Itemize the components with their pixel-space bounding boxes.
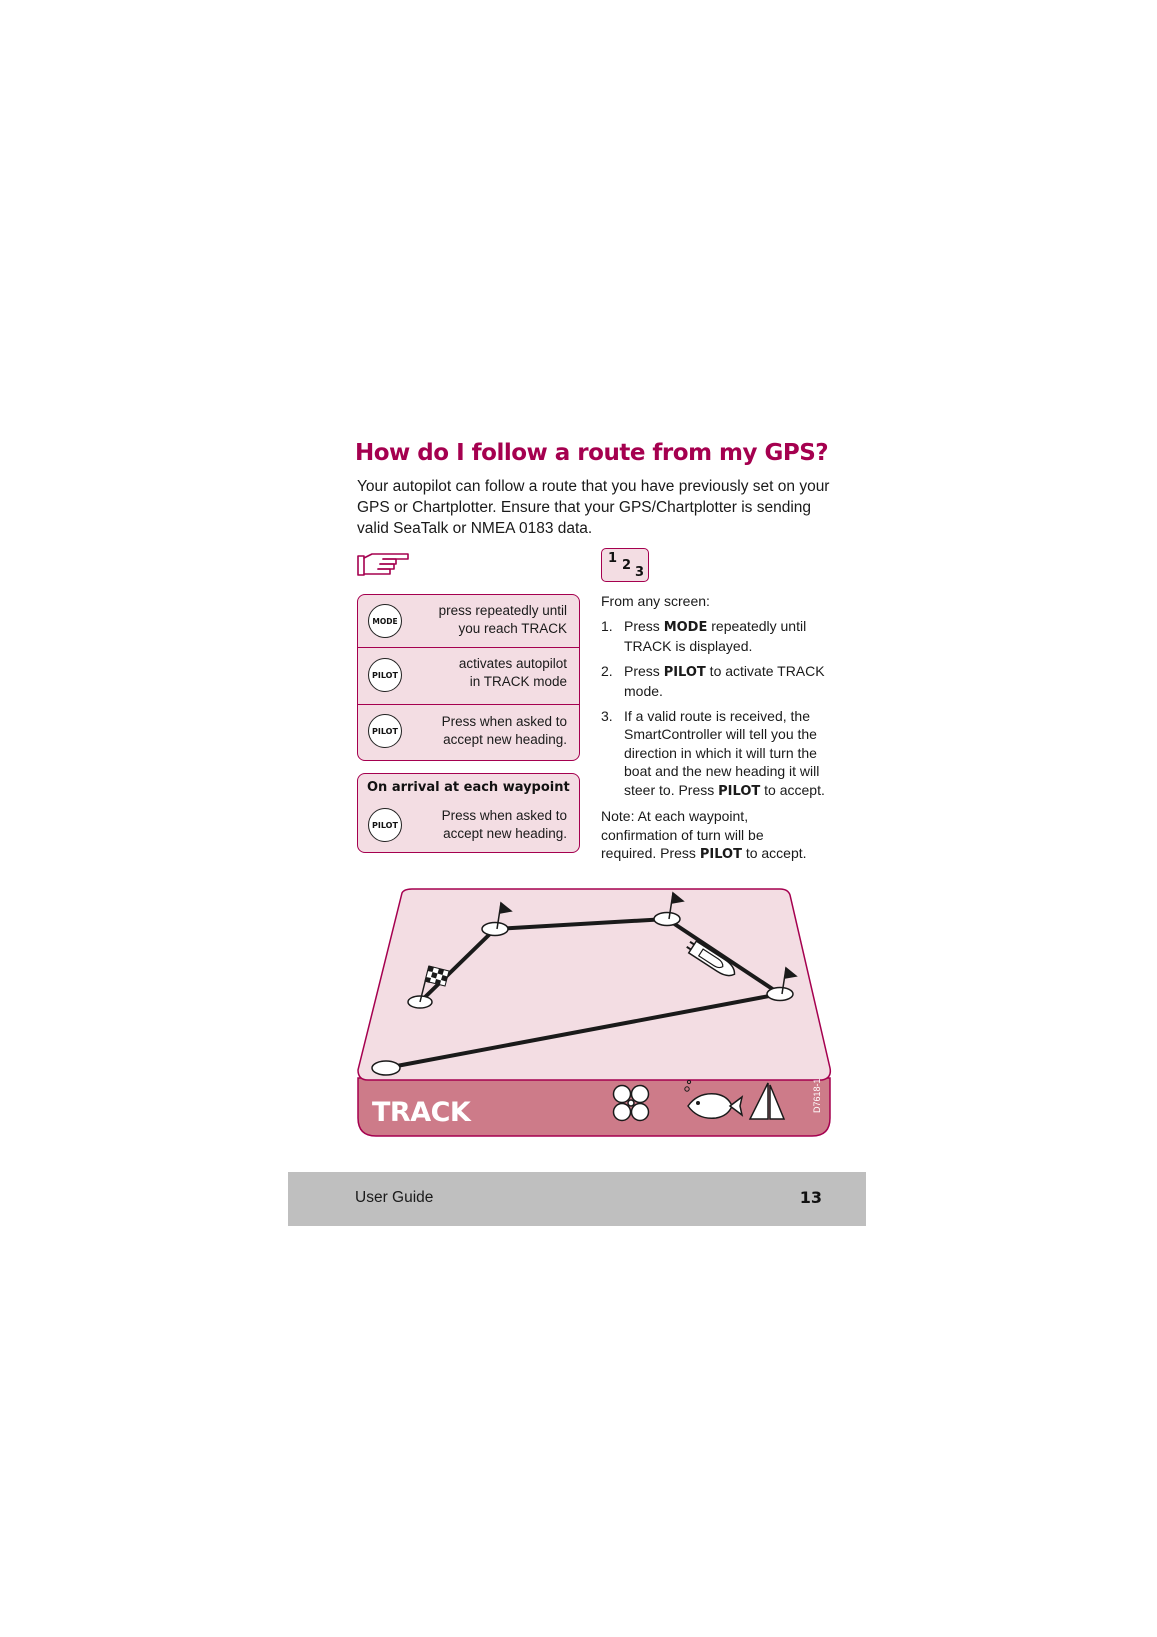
- mode-button[interactable]: MODE: [368, 604, 402, 638]
- step-3: [601, 707, 841, 802]
- pointing-hand-icon: [356, 550, 412, 580]
- panel-row-text-line: activates autopilot: [458, 656, 567, 671]
- step-number: 3.: [601, 707, 613, 724]
- step-key: MODE: [663, 619, 708, 635]
- step-text: to accept.: [760, 781, 825, 798]
- step-text: Press: [624, 662, 664, 679]
- panel-row-text: [439, 602, 567, 638]
- panel-row-text: [459, 655, 567, 691]
- note: [601, 807, 816, 865]
- instructions-lead: From any screen:: [601, 593, 710, 609]
- numbered-steps-icon: [601, 548, 649, 582]
- track-mode-label: TRACK: [372, 1097, 471, 1128]
- figure-code: D7618-1: [812, 1078, 822, 1113]
- page-number: 13: [799, 1188, 822, 1207]
- panel-row-text: [442, 713, 567, 749]
- note-text: Note: At each waypoint, confirmation of turn will be required. Press: [601, 808, 764, 861]
- panel-row-text-line: Press when asked to: [441, 714, 567, 729]
- step-text: repeatedly until TRACK is displayed.: [624, 617, 807, 654]
- intro-paragraph: Your autopilot can follow a route that you have previously set on your GPS or Chartplotter. Ensure that your GPS/Chartplotter is sending valid SeaTalk or NMEA 0183 data.: [357, 478, 830, 537]
- step-key: PILOT: [663, 664, 706, 680]
- panel-row-text-line: in TRACK mode: [469, 674, 567, 689]
- arrival-text-line: Press when asked to: [441, 808, 567, 823]
- step-text: Press: [624, 617, 664, 634]
- arrival-text: [442, 807, 567, 843]
- pilot-button[interactable]: PILOT: [368, 658, 402, 692]
- waypoint: [767, 988, 793, 1001]
- page-title: How do I follow a route from my GPS?: [355, 440, 829, 466]
- panel-row-pilot-activate: [358, 647, 579, 704]
- step-number: 2.: [601, 662, 613, 679]
- panel-row-pilot-accept: [358, 704, 579, 759]
- waypoint: [654, 913, 680, 926]
- waypoint-arrival-panel: [357, 773, 580, 853]
- panel-row-text-line: press repeatedly until: [438, 603, 567, 618]
- illustration-top: [358, 889, 830, 1080]
- step-2: [601, 662, 841, 701]
- button-panel: [357, 594, 580, 761]
- pilot-button[interactable]: PILOT: [368, 714, 402, 748]
- steps-icon-digit-1: 1: [608, 551, 618, 566]
- footer-label: User Guide: [355, 1189, 434, 1206]
- step-text: If a valid route is received, the SmartController will tell you the direction in which it will turn the boat and the new heading it will steer to. Press: [624, 707, 820, 798]
- page-footer: [288, 1172, 866, 1226]
- track-route-illustration: [356, 883, 832, 1143]
- steps-icon-digit-3: 3: [635, 565, 645, 580]
- panel-row-text-line: you reach TRACK: [458, 621, 567, 636]
- steps-icon-digit-2: 2: [622, 558, 632, 573]
- step-number: 1.: [601, 617, 613, 634]
- step-1: [601, 617, 841, 656]
- panel-row-text-line: accept new heading.: [443, 732, 567, 747]
- step-text: to activate TRACK mode.: [624, 662, 825, 699]
- pilot-button[interactable]: PILOT: [368, 808, 402, 842]
- note-text: to accept.: [741, 845, 807, 861]
- arrival-heading: On arrival at each waypoint: [367, 780, 570, 795]
- panel-row-mode: [358, 595, 579, 647]
- step-key: PILOT: [718, 783, 761, 799]
- instructions: [601, 592, 841, 865]
- waypoint: [482, 923, 508, 936]
- note-key: PILOT: [699, 847, 742, 862]
- waypoint-start: [372, 1061, 400, 1075]
- arrival-text-line: accept new heading.: [443, 826, 567, 841]
